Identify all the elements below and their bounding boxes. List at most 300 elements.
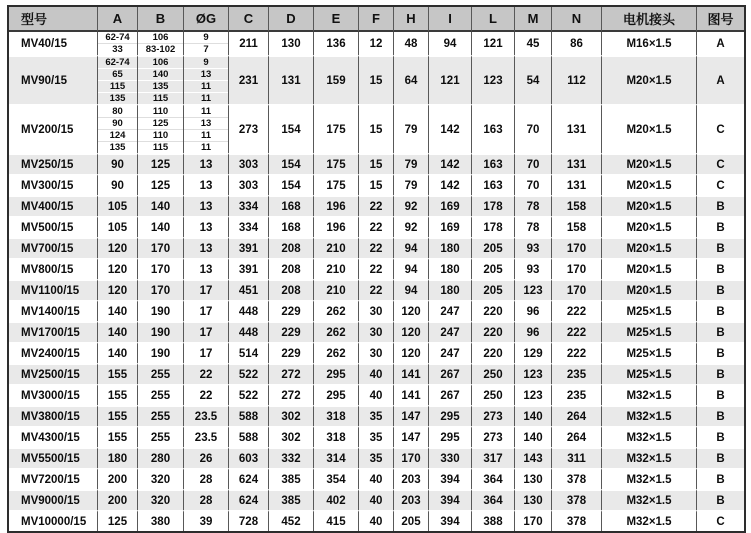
- cell-m: 140: [514, 426, 551, 447]
- table-row: [9, 32, 744, 55]
- cell-g: 17: [183, 300, 228, 321]
- cell-n: 222: [551, 321, 601, 342]
- sub-value: 11: [184, 92, 228, 104]
- cell-l: 163: [471, 174, 514, 195]
- table-row: [9, 468, 744, 489]
- cell-model: MV500/15: [9, 216, 97, 237]
- col-header-g: ØG: [183, 7, 228, 32]
- cell-a: [97, 55, 137, 104]
- cell-h: 92: [393, 216, 428, 237]
- cell-model: MV3800/15: [9, 405, 97, 426]
- cell-b: 255: [137, 405, 183, 426]
- sub-values: [98, 32, 137, 55]
- cell-conn: M20×1.5: [601, 55, 696, 104]
- cell-a: 140: [97, 300, 137, 321]
- cell-fig: B: [696, 405, 744, 426]
- cell-m: 170: [514, 510, 551, 531]
- cell-n: 131: [551, 104, 601, 153]
- cell-e: 295: [313, 384, 358, 405]
- cell-i: 180: [428, 258, 471, 279]
- sub-value: 9: [203, 32, 209, 43]
- cell-l: 250: [471, 384, 514, 405]
- cell-l: 273: [471, 405, 514, 426]
- cell-d: 302: [268, 426, 313, 447]
- sub-value: 135: [98, 92, 137, 104]
- sub-value: 110: [138, 129, 183, 141]
- cell-h: 92: [393, 195, 428, 216]
- sub-value: 62-74: [105, 32, 130, 43]
- cell-i: 121: [428, 55, 471, 104]
- table-row: [9, 363, 744, 384]
- cell-f: 15: [358, 174, 393, 195]
- cell-b: 140: [137, 195, 183, 216]
- cell-e: 210: [313, 279, 358, 300]
- cell-a: 180: [97, 447, 137, 468]
- col-header-m: M: [514, 7, 551, 32]
- cell-l: 317: [471, 447, 514, 468]
- cell-fig: C: [696, 174, 744, 195]
- cell-model: MV90/15: [9, 55, 97, 104]
- sub-value: 13: [184, 117, 228, 129]
- cell-d: 154: [268, 104, 313, 153]
- cell-h: 205: [393, 510, 428, 531]
- cell-b: 255: [137, 426, 183, 447]
- cell-f: 40: [358, 510, 393, 531]
- cell-h: 141: [393, 384, 428, 405]
- cell-i: 295: [428, 426, 471, 447]
- cell-a: 140: [97, 342, 137, 363]
- cell-b: 125: [137, 174, 183, 195]
- col-header-i: I: [428, 7, 471, 32]
- cell-l: 205: [471, 237, 514, 258]
- table-row: [9, 153, 744, 174]
- cell-c: 514: [228, 342, 268, 363]
- cell-fig: C: [696, 153, 744, 174]
- cell-f: 30: [358, 300, 393, 321]
- cell-g: 28: [183, 468, 228, 489]
- cell-e: 210: [313, 258, 358, 279]
- cell-d: 385: [268, 489, 313, 510]
- cell-g: 13: [183, 237, 228, 258]
- cell-fig: A: [696, 55, 744, 104]
- cell-l: 205: [471, 279, 514, 300]
- cell-fig: B: [696, 384, 744, 405]
- table-row: [9, 489, 744, 510]
- sub-values: [184, 57, 228, 104]
- cell-h: 203: [393, 489, 428, 510]
- cell-i: 267: [428, 384, 471, 405]
- cell-e: 354: [313, 468, 358, 489]
- cell-f: 15: [358, 55, 393, 104]
- cell-g: 22: [183, 363, 228, 384]
- sub-value: 140: [138, 68, 183, 80]
- cell-d: 332: [268, 447, 313, 468]
- cell-model: MV10000/15: [9, 510, 97, 531]
- cell-h: 94: [393, 279, 428, 300]
- cell-n: 378: [551, 510, 601, 531]
- cell-g: 23.5: [183, 426, 228, 447]
- cell-fig: B: [696, 363, 744, 384]
- cell-n: 264: [551, 426, 601, 447]
- cell-c: 211: [228, 32, 268, 55]
- sub-value: 115: [138, 141, 183, 153]
- cell-n: 235: [551, 363, 601, 384]
- cell-f: 40: [358, 468, 393, 489]
- cell-e: 196: [313, 195, 358, 216]
- cell-fig: B: [696, 321, 744, 342]
- cell-fig: B: [696, 279, 744, 300]
- cell-n: 131: [551, 174, 601, 195]
- cell-c: 303: [228, 174, 268, 195]
- cell-f: 22: [358, 195, 393, 216]
- cell-m: 123: [514, 363, 551, 384]
- cell-conn: M20×1.5: [601, 153, 696, 174]
- cell-e: 262: [313, 342, 358, 363]
- cell-c: 303: [228, 153, 268, 174]
- cell-conn: M20×1.5: [601, 174, 696, 195]
- sub-value: 65: [98, 68, 137, 80]
- table-row: [9, 510, 744, 531]
- cell-i: 295: [428, 405, 471, 426]
- sub-value: 124: [98, 129, 137, 141]
- sub-value: 125: [138, 117, 183, 129]
- cell-fig: B: [696, 237, 744, 258]
- table-row: [9, 216, 744, 237]
- sub-value: 11: [184, 80, 228, 92]
- cell-l: 178: [471, 195, 514, 216]
- sub-value: 135: [138, 80, 183, 92]
- cell-c: 624: [228, 468, 268, 489]
- cell-l: 273: [471, 426, 514, 447]
- cell-b: 190: [137, 342, 183, 363]
- cell-l: 364: [471, 468, 514, 489]
- cell-c: 522: [228, 363, 268, 384]
- cell-l: 121: [471, 32, 514, 55]
- cell-n: 264: [551, 405, 601, 426]
- cell-d: 302: [268, 405, 313, 426]
- sub-values: [184, 106, 228, 153]
- cell-conn: M20×1.5: [601, 258, 696, 279]
- cell-conn: M20×1.5: [601, 279, 696, 300]
- cell-l: 388: [471, 510, 514, 531]
- cell-f: 22: [358, 279, 393, 300]
- sub-value: 13: [184, 68, 228, 80]
- cell-n: 158: [551, 216, 601, 237]
- cell-i: 267: [428, 363, 471, 384]
- cell-g: 26: [183, 447, 228, 468]
- cell-e: 210: [313, 237, 358, 258]
- cell-f: 22: [358, 237, 393, 258]
- cell-conn: M32×1.5: [601, 489, 696, 510]
- sub-value: 110: [152, 106, 169, 117]
- col-header-model: 型号: [9, 7, 97, 32]
- cell-c: 451: [228, 279, 268, 300]
- cell-m: 70: [514, 104, 551, 153]
- cell-model: MV9000/15: [9, 489, 97, 510]
- cell-d: 229: [268, 300, 313, 321]
- cell-model: MV7200/15: [9, 468, 97, 489]
- cell-c: 448: [228, 300, 268, 321]
- cell-b: 125: [137, 153, 183, 174]
- cell-c: 391: [228, 258, 268, 279]
- cell-h: 79: [393, 104, 428, 153]
- cell-a: 140: [97, 321, 137, 342]
- sub-value: 62-74: [105, 57, 130, 68]
- cell-a: 90: [97, 153, 137, 174]
- cell-f: 30: [358, 321, 393, 342]
- sub-value: 7: [184, 43, 228, 55]
- cell-m: 78: [514, 195, 551, 216]
- cell-i: 180: [428, 237, 471, 258]
- cell-b: 140: [137, 216, 183, 237]
- cell-f: 15: [358, 153, 393, 174]
- cell-b: 190: [137, 321, 183, 342]
- cell-fig: B: [696, 258, 744, 279]
- cell-g: [183, 32, 228, 55]
- cell-e: 415: [313, 510, 358, 531]
- cell-model: MV2400/15: [9, 342, 97, 363]
- cell-conn: M25×1.5: [601, 321, 696, 342]
- cell-a: 200: [97, 468, 137, 489]
- cell-g: 22: [183, 384, 228, 405]
- cell-b: 170: [137, 279, 183, 300]
- cell-g: 17: [183, 342, 228, 363]
- cell-b: 170: [137, 258, 183, 279]
- cell-e: 318: [313, 405, 358, 426]
- cell-f: 35: [358, 405, 393, 426]
- col-header-fig: 图号: [696, 7, 744, 32]
- cell-d: 130: [268, 32, 313, 55]
- col-header-conn: 电机接头: [601, 7, 696, 32]
- cell-e: 175: [313, 104, 358, 153]
- cell-c: 624: [228, 489, 268, 510]
- sub-value: 11: [200, 106, 212, 117]
- col-header-n: N: [551, 7, 601, 32]
- cell-e: 196: [313, 216, 358, 237]
- cell-l: 178: [471, 216, 514, 237]
- cell-fig: B: [696, 216, 744, 237]
- cell-e: 318: [313, 426, 358, 447]
- cell-b: [137, 104, 183, 153]
- sub-value: 11: [184, 129, 228, 141]
- cell-h: 79: [393, 174, 428, 195]
- table-row: [9, 258, 744, 279]
- table-header: [9, 7, 744, 32]
- cell-model: MV40/15: [9, 32, 97, 55]
- cell-b: 280: [137, 447, 183, 468]
- cell-a: 125: [97, 510, 137, 531]
- cell-b: [137, 55, 183, 104]
- cell-c: 231: [228, 55, 268, 104]
- cell-g: 13: [183, 174, 228, 195]
- cell-f: 40: [358, 363, 393, 384]
- col-header-d: D: [268, 7, 313, 32]
- cell-b: 380: [137, 510, 183, 531]
- sub-value: 135: [98, 141, 137, 153]
- cell-i: 169: [428, 195, 471, 216]
- cell-c: 588: [228, 426, 268, 447]
- cell-d: 154: [268, 174, 313, 195]
- table-row: [9, 55, 744, 104]
- cell-g: [183, 55, 228, 104]
- cell-g: 13: [183, 216, 228, 237]
- cell-b: 170: [137, 237, 183, 258]
- cell-h: 170: [393, 447, 428, 468]
- cell-conn: M20×1.5: [601, 237, 696, 258]
- cell-g: 17: [183, 321, 228, 342]
- cell-conn: M32×1.5: [601, 468, 696, 489]
- cell-l: 163: [471, 153, 514, 174]
- cell-i: 180: [428, 279, 471, 300]
- cell-g: 13: [183, 153, 228, 174]
- cell-e: 159: [313, 55, 358, 104]
- cell-m: 96: [514, 321, 551, 342]
- cell-h: 79: [393, 153, 428, 174]
- cell-b: [137, 32, 183, 55]
- cell-a: 105: [97, 195, 137, 216]
- cell-conn: M32×1.5: [601, 510, 696, 531]
- cell-i: 142: [428, 174, 471, 195]
- cell-d: 452: [268, 510, 313, 531]
- cell-d: 208: [268, 279, 313, 300]
- table-row: [9, 195, 744, 216]
- cell-l: 250: [471, 363, 514, 384]
- cell-f: 22: [358, 258, 393, 279]
- sub-value: 11: [184, 141, 228, 153]
- cell-h: 147: [393, 426, 428, 447]
- cell-g: 23.5: [183, 405, 228, 426]
- table-row: [9, 174, 744, 195]
- cell-model: MV4300/15: [9, 426, 97, 447]
- cell-model: MV3000/15: [9, 384, 97, 405]
- cell-m: 130: [514, 468, 551, 489]
- cell-c: 728: [228, 510, 268, 531]
- cell-conn: M25×1.5: [601, 363, 696, 384]
- sub-value: 106: [152, 57, 169, 68]
- cell-n: 158: [551, 195, 601, 216]
- cell-g: 13: [183, 258, 228, 279]
- cell-h: 94: [393, 258, 428, 279]
- cell-m: 93: [514, 258, 551, 279]
- cell-m: 129: [514, 342, 551, 363]
- cell-model: MV400/15: [9, 195, 97, 216]
- cell-m: 70: [514, 153, 551, 174]
- sub-values: [184, 32, 228, 55]
- cell-fig: B: [696, 447, 744, 468]
- cell-fig: B: [696, 342, 744, 363]
- cell-l: 205: [471, 258, 514, 279]
- cell-n: 235: [551, 384, 601, 405]
- cell-d: 272: [268, 384, 313, 405]
- cell-fig: B: [696, 468, 744, 489]
- cell-l: 123: [471, 55, 514, 104]
- cell-model: MV1100/15: [9, 279, 97, 300]
- cell-e: 175: [313, 153, 358, 174]
- cell-h: 203: [393, 468, 428, 489]
- table-row: [9, 104, 744, 153]
- cell-l: 364: [471, 489, 514, 510]
- cell-i: 247: [428, 300, 471, 321]
- cell-conn: M20×1.5: [601, 104, 696, 153]
- table-body: [9, 32, 744, 531]
- col-header-h: H: [393, 7, 428, 32]
- cell-model: MV1700/15: [9, 321, 97, 342]
- cell-model: MV1400/15: [9, 300, 97, 321]
- cell-m: 93: [514, 237, 551, 258]
- cell-a: 155: [97, 363, 137, 384]
- cell-i: 142: [428, 104, 471, 153]
- cell-conn: M32×1.5: [601, 405, 696, 426]
- cell-model: MV800/15: [9, 258, 97, 279]
- cell-model: MV300/15: [9, 174, 97, 195]
- sub-value: 115: [98, 80, 137, 92]
- cell-c: 391: [228, 237, 268, 258]
- sub-value: 115: [138, 92, 183, 104]
- cell-m: 123: [514, 279, 551, 300]
- col-header-e: E: [313, 7, 358, 32]
- cell-a: [97, 32, 137, 55]
- col-header-f: F: [358, 7, 393, 32]
- cell-a: 120: [97, 279, 137, 300]
- cell-a: 105: [97, 216, 137, 237]
- table-row: [9, 237, 744, 258]
- cell-i: 142: [428, 153, 471, 174]
- cell-a: 200: [97, 489, 137, 510]
- cell-c: 273: [228, 104, 268, 153]
- cell-f: 35: [358, 447, 393, 468]
- cell-i: 394: [428, 468, 471, 489]
- sub-values: [138, 106, 183, 153]
- cell-n: 86: [551, 32, 601, 55]
- cell-m: 96: [514, 300, 551, 321]
- cell-i: 247: [428, 342, 471, 363]
- cell-b: 320: [137, 489, 183, 510]
- sub-values: [138, 57, 183, 104]
- cell-f: 40: [358, 489, 393, 510]
- cell-model: MV700/15: [9, 237, 97, 258]
- cell-a: 155: [97, 384, 137, 405]
- col-header-b: B: [137, 7, 183, 32]
- cell-b: 255: [137, 363, 183, 384]
- cell-h: 147: [393, 405, 428, 426]
- cell-e: 314: [313, 447, 358, 468]
- cell-e: 402: [313, 489, 358, 510]
- cell-l: 163: [471, 104, 514, 153]
- cell-m: 54: [514, 55, 551, 104]
- cell-c: 603: [228, 447, 268, 468]
- cell-f: 40: [358, 384, 393, 405]
- cell-d: 385: [268, 468, 313, 489]
- cell-c: 522: [228, 384, 268, 405]
- cell-n: 170: [551, 258, 601, 279]
- cell-n: 378: [551, 489, 601, 510]
- cell-conn: M32×1.5: [601, 426, 696, 447]
- cell-l: 220: [471, 300, 514, 321]
- cell-c: 448: [228, 321, 268, 342]
- cell-h: 120: [393, 342, 428, 363]
- cell-h: 141: [393, 363, 428, 384]
- cell-i: 94: [428, 32, 471, 55]
- cell-d: 154: [268, 153, 313, 174]
- cell-f: 30: [358, 342, 393, 363]
- cell-a: 155: [97, 426, 137, 447]
- cell-fig: C: [696, 510, 744, 531]
- sub-value: 106: [152, 32, 169, 43]
- cell-model: MV2500/15: [9, 363, 97, 384]
- cell-h: 48: [393, 32, 428, 55]
- cell-g: 39: [183, 510, 228, 531]
- cell-f: 22: [358, 216, 393, 237]
